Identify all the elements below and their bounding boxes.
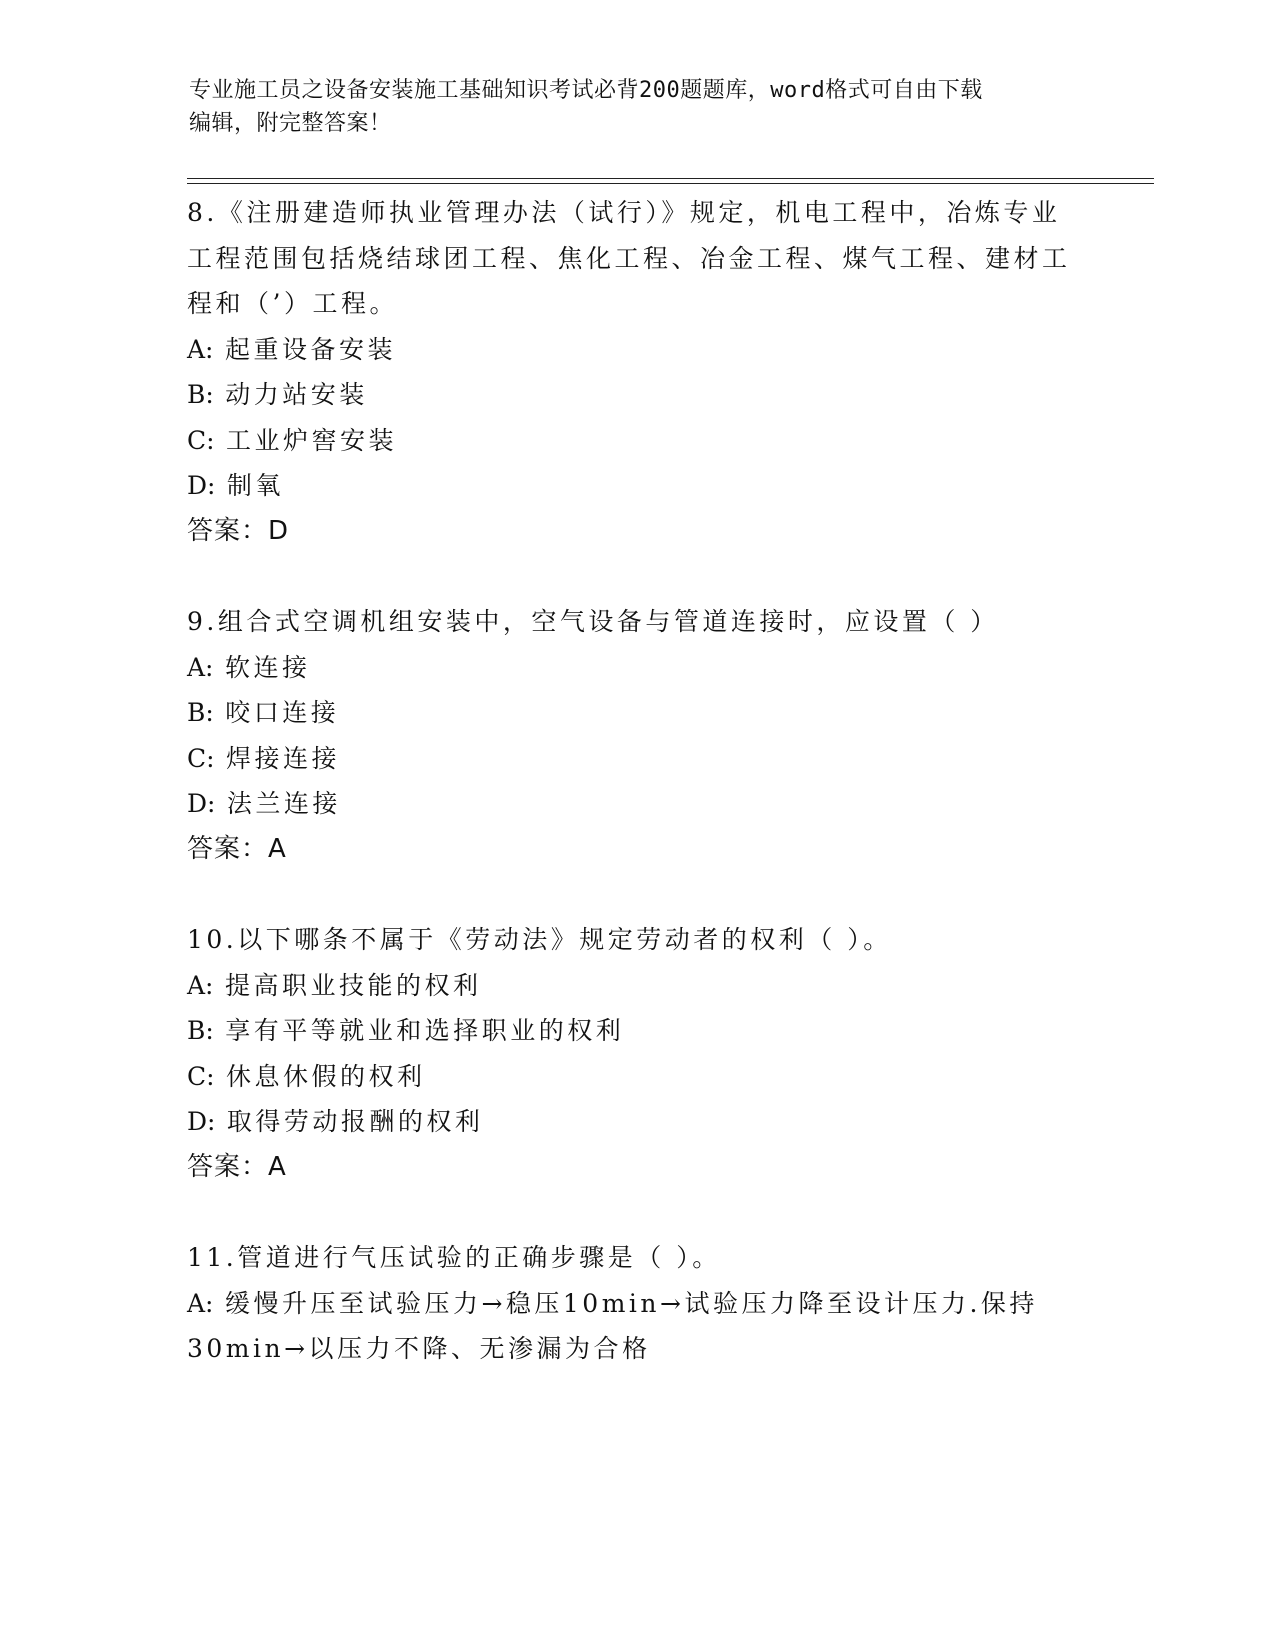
option-text: 咬口连接: [225, 698, 340, 727]
option-text: 休息休假的权利: [226, 1061, 426, 1091]
option-text: 法兰连接: [226, 789, 341, 818]
option-b: [187, 1008, 1087, 1054]
option-d: [187, 463, 1087, 509]
question-spacer: [187, 554, 1087, 599]
question-list: [187, 190, 1087, 1372]
answer-label: 答案：A: [187, 833, 287, 864]
option-letter: B:: [187, 698, 214, 727]
option-text: 动力站安装: [225, 380, 368, 409]
question-spacer: [187, 872, 1087, 917]
option-d: [187, 1099, 1087, 1145]
option-letter: B:: [187, 380, 214, 409]
option-a: [187, 327, 1087, 373]
option-b: [187, 372, 1087, 418]
option-text: 取得劳动报酬的权利: [226, 1107, 484, 1136]
header-divider-bottom: [187, 183, 1154, 184]
option-c: [187, 418, 1087, 464]
answer-label: 答案：D: [187, 515, 290, 546]
option-letter: A:: [187, 970, 214, 1000]
question-8: [187, 190, 1087, 554]
option-d: [187, 781, 1087, 827]
question-spacer: [187, 1190, 1087, 1235]
option-letter: C:: [187, 425, 215, 455]
option-letter: D:: [187, 1107, 216, 1136]
question-11: [187, 1235, 1087, 1372]
option-letter: A:: [187, 652, 214, 682]
question-stem: 10.以下哪条不属于《劳动法》规定劳动者的权利（ ）。: [187, 925, 892, 954]
option-c: [187, 736, 1087, 782]
option-a: [187, 1281, 1087, 1372]
option-text: 起重设备安装: [224, 334, 396, 364]
header-line-2: 编辑，附完整答案！: [189, 111, 392, 136]
question-9: [187, 599, 1087, 872]
header-line-1: 专业施工员之设备安装施工基础知识考试必背200题题库，word格式可自由下载: [189, 78, 983, 103]
option-letter: D:: [187, 471, 216, 500]
option-letter: C:: [187, 743, 215, 773]
option-b: [187, 690, 1087, 736]
option-text: 工业炉窖安装: [226, 425, 398, 455]
option-text: 制氧: [226, 471, 284, 500]
option-text: 缓慢升压至试验压力→稳压10min→试验压力降至设计压力.保持30min→以压力不降、无渗漏为合格: [187, 1288, 1038, 1363]
document-header: [189, 74, 1089, 140]
question-10: [187, 917, 1087, 1190]
option-letter: B:: [187, 1016, 214, 1045]
option-c: [187, 1054, 1087, 1100]
option-text: 焊接连接: [226, 743, 341, 773]
header-divider-top: [187, 178, 1154, 179]
question-stem: 11.管道进行气压试验的正确步骤是（ ）。: [187, 1243, 721, 1272]
option-a: [187, 645, 1087, 691]
option-letter: A:: [187, 1288, 214, 1318]
option-letter: D:: [187, 789, 216, 818]
option-letter: A:: [187, 334, 214, 364]
option-text: 软连接: [224, 652, 311, 682]
option-a: [187, 963, 1087, 1009]
answer-label: 答案：A: [187, 1151, 287, 1182]
option-text: 享有平等就业和选择职业的权利: [225, 1016, 625, 1045]
question-stem: 9.组合式空调机组安装中，空气设备与管道连接时，应设置（ ）: [187, 607, 999, 636]
question-stem: 8.《注册建造师执业管理办法（试行）》规定，机电工程中，冶炼专业工程范围包括烧结球团工程、焦化工程、冶金工程、煤气工程、建材工程和（’）工程。: [187, 198, 1071, 318]
option-text: 提高职业技能的权利: [224, 970, 482, 1000]
option-letter: C:: [187, 1061, 215, 1091]
